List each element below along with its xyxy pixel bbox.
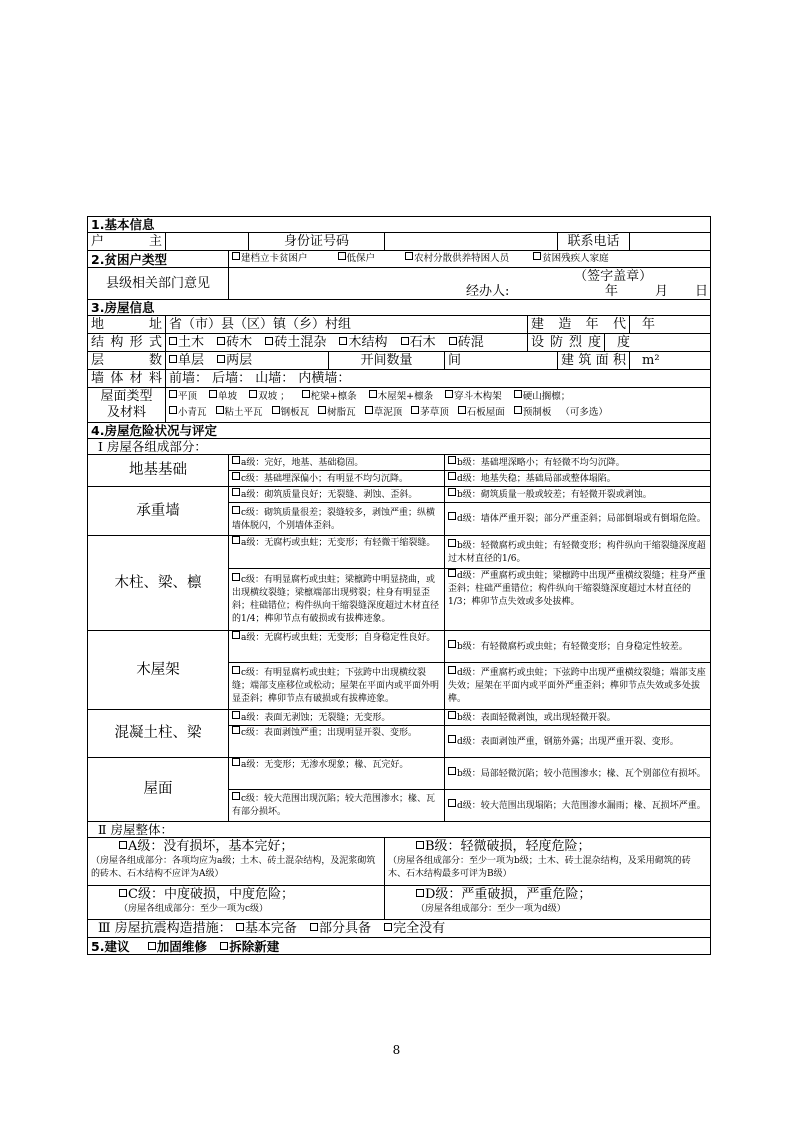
checkbox[interactable] — [169, 390, 177, 398]
checkbox[interactable] — [232, 506, 240, 514]
section-4-title: 4.房屋危险状况与评定 — [88, 423, 711, 439]
roof-type-option[interactable]: 平顶 — [169, 391, 197, 402]
checkbox[interactable] — [232, 792, 240, 800]
checkbox[interactable] — [220, 942, 228, 950]
grade-C-option[interactable]: C级：中度破损，中度危险； — [91, 886, 381, 903]
multi-select-note: （可多选） — [560, 407, 608, 418]
checkbox[interactable] — [232, 631, 240, 639]
month-label: 月 — [654, 283, 668, 299]
checkbox[interactable] — [449, 337, 457, 345]
roof-material-option[interactable]: 树脂瓦 — [318, 407, 356, 418]
checkbox[interactable] — [338, 252, 346, 260]
checkbox[interactable] — [217, 337, 225, 345]
checkbox[interactable] — [416, 889, 424, 897]
floors-option[interactable]: 单层 — [169, 353, 204, 368]
grade-C-cell[interactable] — [88, 886, 385, 920]
seismic-measures-row — [88, 920, 711, 938]
structure-option[interactable]: 木结构 — [339, 335, 387, 350]
poverty-option[interactable]: 农村分散供养特困人员 — [405, 253, 509, 264]
id-field[interactable] — [385, 233, 558, 251]
roof-material-option[interactable]: 粘土平瓦 — [216, 407, 263, 418]
suggestion-option[interactable]: 加固维修 — [148, 939, 207, 954]
checkbox[interactable] — [119, 841, 127, 849]
grade-B-option[interactable]: B级：轻微破损，轻度危险； — [388, 838, 707, 855]
grade-a-option[interactable]: a级：砌筑质量良好；无裂缝、剥蚀、歪斜。 — [229, 487, 445, 503]
checkbox[interactable] — [272, 406, 280, 414]
checkbox[interactable] — [119, 889, 127, 897]
floors-option[interactable]: 两层 — [217, 353, 252, 368]
roof-type-label — [88, 388, 166, 423]
grade-D-cell[interactable] — [385, 886, 711, 920]
head-field[interactable] — [166, 233, 249, 251]
area-label: 建筑面积 — [558, 352, 630, 370]
component-name: 地基基础 — [88, 455, 229, 487]
checkbox[interactable] — [217, 355, 225, 363]
roof-material-option[interactable]: 茅草顶 — [411, 407, 449, 418]
roof-material-option[interactable]: 预制板 — [514, 407, 552, 418]
phone-field[interactable] — [630, 233, 711, 251]
structure-option[interactable]: 砖混 — [449, 335, 484, 350]
grade-d-option[interactable]: d级：表面剥蚀严重，钢筋外露；出现严重开裂、变形。 — [445, 726, 711, 758]
grade-d-option[interactable]: d级：严重腐朽或虫蛀；下弦跨中出现严重横纹裂缝；端部支座失效；屋架在平面内或平面外严重歪斜；榫卯节点失效或多处拔榫。 — [445, 663, 711, 710]
component-name: 混凝土柱、梁 — [88, 710, 229, 758]
structure-option[interactable]: 砖木 — [217, 335, 252, 350]
grade-b-option[interactable]: b级：轻微腐朽或虫蛀；有轻微变形；构件纵向干缩裂缝深度超过木材直径的1/6。 — [445, 536, 711, 569]
phone-label: 联系电话 — [558, 233, 630, 251]
roof-type-option[interactable]: 穿斗木构架 — [445, 391, 502, 402]
checkbox[interactable] — [365, 406, 373, 414]
checkbox[interactable] — [405, 252, 413, 260]
checkbox[interactable] — [448, 640, 456, 648]
checkbox[interactable] — [232, 711, 240, 719]
checkbox[interactable] — [302, 390, 310, 398]
checkbox[interactable] — [148, 942, 156, 950]
grade-A-cell[interactable] — [88, 838, 385, 886]
roof-type-row — [169, 389, 707, 405]
structure-option[interactable]: 砖土混杂 — [265, 335, 326, 350]
checkbox[interactable] — [265, 337, 273, 345]
checkbox[interactable] — [216, 406, 224, 414]
suggestion-option[interactable]: 拆除新建 — [220, 939, 279, 954]
checkbox[interactable] — [448, 735, 456, 743]
page-number: 8 — [392, 1043, 401, 1057]
checkbox[interactable] — [448, 472, 456, 480]
form-table — [87, 216, 711, 955]
roof-label-line2: 及材料 — [106, 405, 146, 420]
checkbox[interactable] — [169, 337, 177, 345]
checkbox[interactable] — [448, 512, 456, 520]
checkbox[interactable] — [318, 406, 326, 414]
checkbox[interactable] — [209, 390, 217, 398]
checkbox[interactable] — [448, 569, 456, 577]
roof-material-option[interactable]: 小青瓦 — [169, 407, 207, 418]
wall-material-label: 墙体材料 — [88, 370, 166, 388]
seismic-option[interactable]: 部分具备 — [310, 921, 371, 936]
roof-type-option[interactable]: 柁梁+檩条 — [302, 391, 357, 402]
sign-stamp-label: （签字盖章） — [574, 268, 653, 284]
grade-c-option[interactable]: c级：砌筑质量很差；裂缝较多，剥蚀严重；纵横墙体脱闪，个别墙体歪斜。 — [229, 503, 445, 536]
structure-options — [166, 334, 528, 352]
poverty-type-options — [229, 251, 711, 268]
address-label: 地 址 — [88, 316, 166, 334]
roof-type-option[interactable]: 双坡 ； — [249, 391, 290, 402]
components-subtitle: Ⅰ 房屋各组成部分： — [88, 439, 711, 455]
grade-c-option[interactable]: c级：表面剥蚀严重；出现明显开裂、变形。 — [229, 726, 445, 758]
checkbox[interactable] — [169, 355, 177, 363]
checkbox[interactable] — [232, 488, 240, 496]
grade-d-option[interactable]: d级：地基失稳；基础局部或整体塌陷。 — [445, 471, 711, 487]
checkbox[interactable] — [310, 923, 318, 931]
checkbox[interactable] — [249, 390, 257, 398]
checkbox[interactable] — [232, 758, 240, 766]
checkbox[interactable] — [232, 456, 240, 464]
grade-a-option[interactable]: a级：完好，地基、基础稳固。 — [229, 455, 445, 471]
wall-material-field[interactable]: 前墙： 后墙： 山墙： 内横墙： — [166, 370, 711, 388]
bays-label: 开间数量 — [329, 352, 445, 370]
poverty-option[interactable]: 贫困残疾人家庭 — [533, 253, 609, 264]
seismic-intensity-field[interactable]: 度 — [605, 334, 711, 352]
checkbox[interactable] — [416, 841, 424, 849]
seismic-measures-label: Ⅲ 房屋抗震构造措施： — [98, 921, 232, 936]
grade-c-option[interactable]: c级：基础埋深偏小；有明显不均匀沉降。 — [229, 471, 445, 487]
seismic-intensity-label: 设防烈度 — [528, 334, 605, 352]
poverty-option[interactable]: 建档立卡贫困户 — [232, 253, 308, 264]
checkbox[interactable] — [236, 923, 244, 931]
grade-b-option[interactable]: b级：砌筑质量一般或较差；有轻微开裂或剥蚀。 — [445, 487, 711, 503]
checkbox[interactable] — [232, 252, 240, 260]
checkbox[interactable] — [458, 406, 466, 414]
assessment-form — [87, 216, 710, 955]
grade-a-option[interactable]: a级：无腐朽或虫蛀；无变形；自身稳定性良好。 — [229, 631, 445, 663]
checkbox[interactable] — [169, 406, 177, 414]
checkbox[interactable] — [448, 539, 456, 547]
handler-date-line — [229, 284, 710, 299]
checkbox[interactable] — [448, 799, 456, 807]
grade-c-option[interactable]: c级：有明显腐朽或虫蛀；下弦跨中出现横纹裂缝；端部支座移位或松动；屋架在平面内或平面外明显歪斜；榫卯节点有破损或有拔榫迹象。 — [229, 663, 445, 710]
grade-d-option[interactable]: d级：严重腐朽或虫蛀；梁檩跨中出现严重横纹裂缝；柱身严重歪斜；柱础严重错位；构件纵向干缩裂缝深度超过木材直径的1/3；榫卯节点失效或多处拔榫。 — [445, 569, 711, 631]
checkbox[interactable] — [533, 252, 541, 260]
section-2-title: 2.贫困户类型 — [88, 251, 229, 268]
section-5-title: 5.建议 — [91, 938, 130, 954]
grade-b-option[interactable]: b级：表面轻微剥蚀，或出现轻微开裂。 — [445, 710, 711, 726]
checkbox[interactable] — [448, 711, 456, 719]
grade-D-option[interactable]: D级：严重破损，严重危险； — [388, 886, 707, 903]
grade-c-option[interactable]: c级：有明显腐朽或虫蛀；梁檩跨中明显挠曲，或出现横纹裂缝；梁檩端部出现劈裂；柱身有明显歪斜；柱础错位；构件纵向干缩裂缝深度超过木材直径的1/4；榫卯节点有破损或有拔榫迹象。 — [229, 569, 445, 631]
seismic-option[interactable]: 基本完备 — [236, 921, 297, 936]
checkbox[interactable] — [448, 456, 456, 464]
roof-label-line1: 屋面类型 — [100, 389, 153, 404]
structure-label: 结构形式 — [88, 334, 166, 352]
grade-d-option[interactable]: d级：较大范围出现塌陷；大范围渗水漏雨；椽、瓦损坏严重。 — [445, 790, 711, 822]
roof-type-option[interactable]: 单坡 — [209, 391, 237, 402]
grade-c-option[interactable]: c级：较大范围出现沉陷；较大范围渗水；椽、瓦有部分损坏。 — [229, 790, 445, 822]
roof-material-row — [169, 405, 707, 421]
build-year-label: 建造年代 — [528, 316, 630, 334]
checkbox[interactable] — [232, 536, 240, 544]
roof-material-option[interactable]: 草泥顶 — [365, 407, 403, 418]
component-name: 承重墙 — [88, 487, 229, 536]
grade-b-option[interactable]: b级：基础埋深略小；有轻微不均匀沉降。 — [445, 455, 711, 471]
roof-type-option[interactable]: 硬山搁檩； — [514, 391, 571, 402]
address-field[interactable]: 省（市）县（区）镇（乡）村组 — [166, 316, 528, 334]
component-name: 屋面 — [88, 758, 229, 822]
checkbox[interactable] — [232, 573, 240, 581]
checkbox[interactable] — [448, 666, 456, 674]
checkbox[interactable] — [514, 406, 522, 414]
checkbox[interactable] — [514, 390, 522, 398]
grade-C-note: （房屋各组成部分：至少一项为c级） — [119, 904, 269, 914]
area-field[interactable]: m² — [630, 352, 711, 370]
grade-A-note: （房屋各组成部分：各项均应为a级；土木、砖土混杂结构，及泥浆砌筑的砖木、石木结构不应评为A级） — [91, 856, 376, 879]
checkbox[interactable] — [232, 472, 240, 480]
county-opinion-label: 县级相关部门意见 — [88, 268, 229, 300]
grade-b-option[interactable]: b级：局部轻微沉陷；较小范围渗水；椽、瓦个别部位有损坏。 — [445, 758, 711, 790]
roof-options — [166, 388, 711, 423]
checkbox[interactable] — [339, 337, 347, 345]
grade-B-note: （房屋各组成部分：至少一项为b级；土木、砖土混杂结构，及采用砌筑的砖木、石木结构最多可评为B级） — [388, 856, 691, 879]
section-5-row — [88, 938, 711, 955]
build-year-field[interactable]: 年 — [630, 316, 711, 334]
day-label: 日 — [694, 283, 708, 299]
floors-label: 层 数 — [88, 352, 166, 370]
component-name: 木柱、梁、檩 — [88, 536, 229, 631]
grade-B-cell[interactable] — [385, 838, 711, 886]
checkbox[interactable] — [232, 666, 240, 674]
checkbox[interactable] — [384, 923, 392, 931]
checkbox[interactable] — [232, 726, 240, 734]
grade-A-option[interactable]: A级：没有损坏，基本完好； — [91, 838, 381, 855]
structure-option[interactable]: 石木 — [401, 335, 436, 350]
component-name: 木屋架 — [88, 631, 229, 710]
checkbox[interactable] — [445, 390, 453, 398]
section-1-title: 1.基本信息 — [88, 217, 711, 233]
roof-material-option[interactable]: 石板屋面 — [458, 407, 505, 418]
section-3-title: 3.房屋信息 — [88, 300, 711, 316]
grade-a-option[interactable]: a级：无腐朽或虫蛀；无变形；有轻微干缩裂缝。 — [229, 536, 445, 569]
grade-D-note: （房屋各组成部分：至少一项为d级） — [416, 904, 566, 914]
county-opinion-field[interactable] — [229, 268, 711, 300]
seismic-option[interactable]: 完全没有 — [384, 921, 445, 936]
checkbox[interactable] — [401, 337, 409, 345]
checkbox[interactable] — [411, 406, 419, 414]
roof-type-option[interactable]: 木屋架+檩条 — [369, 391, 433, 402]
roof-material-option[interactable]: 钢板瓦 — [272, 407, 310, 418]
overall-subtitle: Ⅱ 房屋整体： — [88, 822, 711, 838]
checkbox[interactable] — [448, 767, 456, 775]
floors-options — [166, 352, 329, 370]
grade-a-option[interactable]: a级：表面无剥蚀；无裂缝；无变形。 — [229, 710, 445, 726]
checkbox[interactable] — [369, 390, 377, 398]
structure-option[interactable]: 土木 — [169, 335, 204, 350]
grade-a-option[interactable]: a级：无变形；无渗水现象；椽、瓦完好。 — [229, 758, 445, 790]
bays-field[interactable]: 间 — [445, 352, 558, 370]
checkbox[interactable] — [448, 488, 456, 496]
grade-d-option[interactable]: d级：墙体严重开裂；部分严重歪斜；局部倒塌或有倒塌危险。 — [445, 503, 711, 536]
handler-label: 经办人: — [466, 283, 510, 299]
poverty-option[interactable]: 低保户 — [338, 253, 376, 264]
head-label: 户 主 — [88, 233, 166, 251]
year-label: 年 — [604, 283, 618, 299]
grade-b-option[interactable]: b级：有轻微腐朽或虫蛀；有轻微变形；自身稳定性较差。 — [445, 631, 711, 663]
id-label: 身份证号码 — [249, 233, 385, 251]
